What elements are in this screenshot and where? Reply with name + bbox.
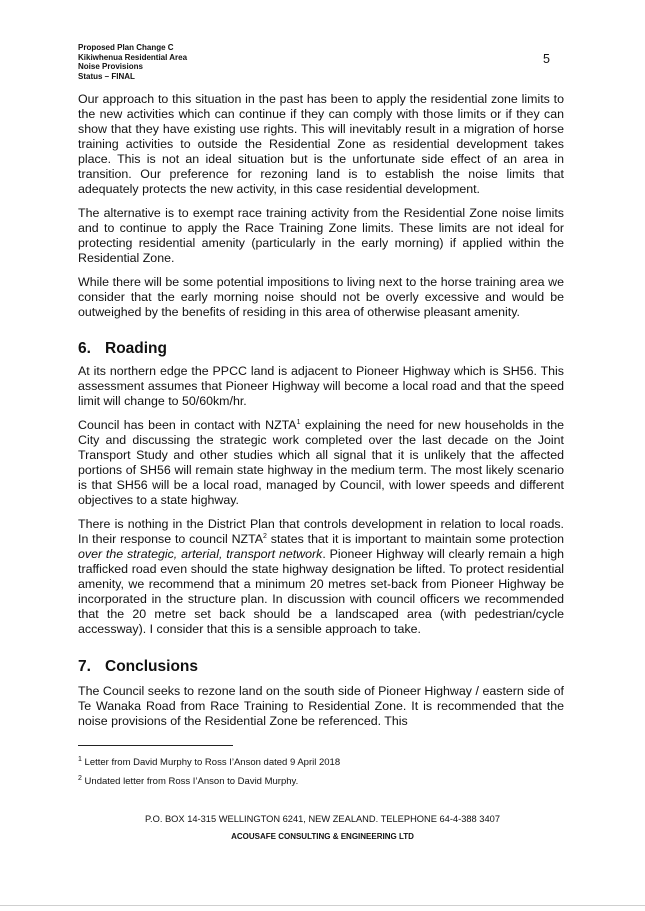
roading-p3-text-b: states that it is important to maintain some protection xyxy=(266,532,564,546)
footnote-1-text: Letter from David Murphy to Ross I’Anson dated 9 April 2018 xyxy=(81,757,341,768)
paragraph-3: While there will be some potential impositions to living next to the horse training area we consider that the early morning noise should not be overly excessive and would be outweighed by the benefits of residing in this area of otherwise pleasant amenity. xyxy=(78,275,564,319)
paragraph-2: The alternative is to exempt race training activity from the Residential Zone noise limits and to continue to apply the Race Training Zone limits. These limits are not ideal for protecting residential amenity (particularly in the early morning) if applied within the Residential Zone. xyxy=(78,206,564,265)
footnote-2-text: Undated letter from Ross I’Anson to David Murphy. xyxy=(81,776,299,787)
footnote-1-number: 1 xyxy=(78,755,82,763)
roading-paragraph-3 xyxy=(78,517,564,637)
footer-company: ACOUSAFE CONSULTING & ENGINEERING LTD xyxy=(231,832,414,841)
page-bottom-edge xyxy=(0,905,645,906)
section-7-body xyxy=(78,684,564,729)
roading-p3-italic: over the strategic, arterial, transport network xyxy=(78,547,323,561)
header-line-1: Proposed Plan Change C xyxy=(78,43,174,52)
roading-paragraph-2 xyxy=(78,418,564,508)
section-7-number: 7. xyxy=(78,658,91,675)
section-6-heading xyxy=(78,340,167,358)
footnote-2 xyxy=(78,776,298,787)
section-6-number: 6. xyxy=(78,340,91,357)
footnote-separator xyxy=(78,745,233,746)
intro-paragraphs xyxy=(78,92,564,320)
header-line-3: Noise Provisions xyxy=(78,62,143,71)
footnote-ref-2[interactable]: 2 xyxy=(263,532,267,540)
section-7-heading xyxy=(78,658,198,676)
conclusions-paragraph-1: The Council seeks to rezone land on the south side of Pioneer Highway / eastern side of Te Wanaka Road from Race Training to Residential Zone. It is recommended that the noise provisions of the Residential Zone be referenced. This xyxy=(78,684,564,728)
section-6-title: Roading xyxy=(105,340,167,357)
header-line-2: Kikiwhenua Residential Area xyxy=(78,52,188,62)
header-line-4: Status – FINAL xyxy=(78,71,135,81)
roading-p2-text-b: explaining the need for new households in the City and discussing the strategic work completed over the last decade on the Joint Transport Study and other studies which all signal that it is unlikely that the affected portions of SH56 will remain state highway in the medium term. The most likely scenario is that SH56 will be a local road, managed by Council, with lower speeds and different objectives to a state highway. xyxy=(78,418,565,507)
paragraph-1: Our approach to this situation in the past has been to apply the residential zone limits to the new activities which can continue if they can comply with those limits or if they can show that they have existing use rights. This will inevitably result in a migration of horse training activities to outside the Residential Zone as residential development takes place. This is not an ideal situation but is the unfortunate side effect of an area in transition. Our preference for rezoning land is to establish the noise limits that adequately protects the new activity, in this case residential development. xyxy=(78,92,564,196)
footnote-2-number: 2 xyxy=(78,774,82,782)
roading-p3-text-c: . Pioneer Highway will clearly remain a high trafficked road even should the state highway designation be lifted. To protect residential amenity, we recommend that a minimum 20 metres set-back from Pioneer Highway be incorporated in the structure plan. In discussion with council officers we recommended that the 20 metre set back should be a landscaped area (with pedestrian/cycle accessway). I consider that this is a sensible approach to take. xyxy=(78,547,565,636)
section-6-body xyxy=(78,364,564,637)
roading-paragraph-1: At its northern edge the PPCC land is adjacent to Pioneer Highway which is SH56. This assessment assumes that Pioneer Highway will become a local road and that the speed limit will change to 50/60km/hr. xyxy=(78,364,564,408)
footnote-ref-1[interactable]: 1 xyxy=(296,418,301,426)
footnote-1 xyxy=(78,757,340,768)
footer-address: P.O. BOX 14-315 WELLINGTON 6241, NEW ZEALAND. TELEPHONE 64-4-388 3407 xyxy=(145,814,500,824)
roading-p3-text-a: There is nothing in the District Plan that controls development in relation to local roads. In their response to council NZTA xyxy=(78,517,564,546)
section-7-title: Conclusions xyxy=(105,658,199,675)
document-header xyxy=(78,43,187,81)
roading-p2-text-a: Council has been in contact with NZTA xyxy=(78,418,297,432)
page-number: 5 xyxy=(543,52,550,66)
